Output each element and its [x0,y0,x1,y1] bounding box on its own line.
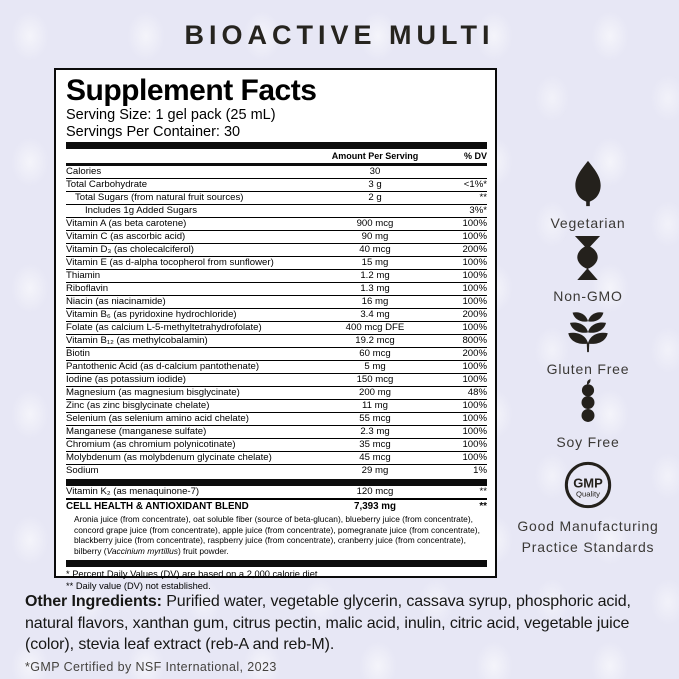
nutrient-row [66,230,487,243]
nutrient-row [66,269,487,282]
nutrient-row [66,204,487,217]
nutrient-name: Vitamin C (as ascorbic acid) [66,231,186,242]
badge-good-manufacturing-practice-standards [497,453,679,558]
nutrient-amount: 16 mg [361,296,389,307]
badge-non-gmo [553,234,622,307]
nutrient-name: Total Sugars (from natural fruit sources) [75,192,244,203]
nutrient-amount: 900 mcg [356,218,394,229]
badge-label: Soy Free [556,434,620,450]
nutrient-name: Magnesium (as magnesium bisglycinate) [66,387,240,398]
panel-heading: Supplement Facts [66,74,317,107]
nutrient-name: Chromium (as chromium polynicotinate) [66,439,236,450]
nutrient-name: Calories [66,166,102,177]
gmp-certification-note: *GMP Certified by NSF International, 2023 [25,660,277,674]
badge-soy-free [556,380,619,453]
nutrient-row [66,386,487,399]
nutrient-row [66,438,487,451]
dna-icon [573,236,602,280]
nutrient-dv: 100% [462,452,487,463]
nutrient-name: Manganese (manganese sulfate) [66,426,207,437]
footnote: ** Daily value (DV) not established. [66,580,211,591]
column-headers [66,149,487,163]
column-header-dv: % DV [463,151,487,161]
nutrient-name: Vitamin B₁₂ (as methylcobalamin) [66,335,208,346]
nutrient-dv: ** [479,486,487,497]
nutrient-name: Vitamin D₃ (as cholecalciferol) [66,244,194,255]
nutrient-row [66,243,487,256]
nutrient-table [66,166,487,477]
nutrient-row [66,256,487,269]
nutrient-amount: 150 mcg [356,374,394,385]
nutrient-row [66,334,487,347]
nutrient-row [66,425,487,438]
nutrient-dv: 100% [462,296,487,307]
nutrient-name: Selenium (as selenium amino acid chelate) [66,413,249,424]
nutrient-table-secondary [66,486,487,498]
nutrient-name: Riboflavin [66,283,109,294]
nutrient-amount: 400 mcg DFE [345,322,405,333]
nutrient-dv: 100% [462,374,487,385]
wheat-icon [564,310,612,353]
nutrient-row [66,373,487,386]
nutrient-dv: 100% [462,439,487,450]
nutrient-row [66,399,487,412]
divider-thick [66,479,487,486]
nutrient-amount: 1.2 mg [360,270,390,281]
nutrient-amount: 1.3 mg [360,283,390,294]
nutrient-row [66,486,487,498]
nutrient-amount: 120 mcg [356,486,394,497]
blend-species-italic: Vaccinium myrtillus [106,545,178,556]
nutrient-row [66,295,487,308]
nutrient-name: Sodium [66,465,99,476]
nutrient-amount: 60 mcg [359,348,391,359]
badge-gluten-free [547,307,630,380]
svg-text:Quality: Quality [576,489,600,499]
nutrient-amount: 55 mcg [359,413,391,424]
other-ingredients [25,591,661,656]
blend-row [66,498,487,513]
blend-description-tail: ) fruit powder. [177,545,229,556]
nutrient-name: Vitamin E (as d-alpha tocopherol from sunflower) [66,257,274,268]
nutrient-amount: 90 mg [361,231,389,242]
nutrient-amount: 19.2 mcg [355,335,395,346]
nutrient-amount: 40 mcg [359,244,391,255]
nutrient-name: Biotin [66,348,90,359]
column-header-amount: Amount Per Serving [331,151,419,161]
nutrient-amount: 2.3 mg [360,426,390,437]
nutrient-name: Iodine (as potassium iodide) [66,374,186,385]
nutrient-row [66,360,487,373]
servings-per-container: Servings Per Container: 30 [66,123,241,140]
divider-thick [66,142,487,149]
nutrient-dv: 100% [462,283,487,294]
badge-label: Good Manufacturing Practice Standards [517,518,659,555]
nutrient-amount: 3 g [368,179,382,190]
blend-dv: ** [479,501,487,512]
nutrient-dv: 200% [462,309,487,320]
badge-label: Gluten Free [546,361,630,377]
colhead-spacer [66,149,319,163]
nutrient-name: Thiamin [66,270,101,281]
nutrient-dv: 100% [462,257,487,268]
nutrient-name: Niacin (as niacinamide) [66,296,166,307]
nutrient-dv: 48% [467,387,487,398]
nutrient-name: Total Carbohydrate [66,179,148,190]
nutrient-name: Folate (as calcium L-5-methyltetrahydrofolate) [66,322,262,333]
serving-size: Serving Size: 1 gel pack (25 mL) [66,107,276,123]
nutrient-dv: 100% [462,426,487,437]
nutrient-row [66,321,487,334]
nutrient-name: Pantothenic Acid (as d-calcium pantothenate) [66,361,260,372]
leaf-icon [569,160,607,207]
nutrient-amount: 3.4 mg [360,309,390,320]
product-title: BIOACTIVE MULTI [184,20,495,50]
badge-label: Vegetarian [550,215,626,231]
nutrient-dv [431,166,487,178]
nutrient-name: Molybdenum (as molybdenum glycinate chelate) [66,452,272,463]
nutrient-amount: 5 mg [364,361,386,372]
soy-pod-icon [575,379,601,426]
nutrient-row [66,347,487,360]
nutrient-row [66,178,487,191]
other-ingredients-label: Other Ingredients: [25,593,162,610]
blend-amount: 7,393 mg [354,501,396,512]
nutrient-row [66,308,487,321]
nutrient-amount: 11 mg [362,400,388,411]
nutrient-name: Zinc (as zinc bisglycinate chelate) [66,400,210,411]
badge-vegetarian [551,161,626,234]
nutrient-amount: 45 mcg [359,452,391,463]
nutrient-row [66,282,487,295]
svg-text:GMP: GMP [573,475,603,491]
nutrient-dv: 100% [462,231,487,242]
blend-name: CELL HEALTH & ANTIOXIDANT BLEND [66,501,249,512]
nutrient-amount: 29 mg [361,465,389,476]
supplement-facts-panel [54,68,497,591]
nutrient-dv: 3%* [469,205,487,216]
footnotes [66,567,487,592]
other-ingredients-text: Purified water, vegetable glycerin, cassava syrup, phosphoric acid, natural flavors, xanthan gum, citrus pectin, malic acid, inulin, citric acid, vegetable juice (color), stevia leaf extract (reb-A and reb-M). [25,593,631,653]
blend-description-text: Aronia juice (from concentrate), oat soluble fiber (source of beta-glucan), blueberry juice (from concentrate), concord grape juice (from concentrate), apple juice (from concentrate), pomegranate juice (from concentrate), blackberry juice (from concentrate), raspberry juice (from concentrate), cranberry juice (from concentrate), bilberry ( [74,514,480,556]
nutrient-amount [319,205,431,217]
nutrient-dv: ** [479,192,487,203]
nutrient-amount: 30 [369,166,381,177]
nutrient-dv: 1% [473,465,487,476]
nutrient-dv: 200% [462,244,487,255]
nutrient-dv: 100% [462,400,487,411]
nutrient-name: Vitamin K₂ (as menaquinone-7) [66,486,200,497]
certification-badges [497,161,679,558]
nutrient-amount: 35 mcg [359,439,391,450]
nutrient-dv: 100% [462,218,487,229]
nutrient-dv: 800% [462,335,487,346]
nutrient-row [66,451,487,464]
nutrient-name: Vitamin B₆ (as pyridoxine hydrochloride) [66,309,237,320]
nutrient-dv: 100% [462,322,487,333]
gmp-seal-icon [563,460,613,510]
nutrient-row [66,412,487,425]
nutrient-dv: 100% [462,270,487,281]
nutrient-row [66,464,487,477]
badge-label: Non-GMO [553,288,623,304]
nutrient-dv: 100% [462,361,487,372]
blend-description [66,513,487,558]
nutrient-row [66,166,487,178]
nutrient-name: Vitamin A (as beta carotene) [66,218,187,229]
nutrient-dv: 200% [462,348,487,359]
nutrient-amount: 15 mg [361,257,389,268]
divider-thick [66,560,487,567]
nutrient-dv: <1%* [463,179,487,190]
nutrient-row [66,217,487,230]
nutrient-name: Includes 1g Added Sugars [85,205,198,216]
nutrient-row [66,191,487,204]
nutrient-amount: 2 g [368,192,382,203]
nutrient-amount: 200 mg [359,387,391,398]
nutrient-dv: 100% [462,413,487,424]
footnote: * Percent Daily Values (DV) are based on a 2,000 calorie diet. [66,569,321,580]
